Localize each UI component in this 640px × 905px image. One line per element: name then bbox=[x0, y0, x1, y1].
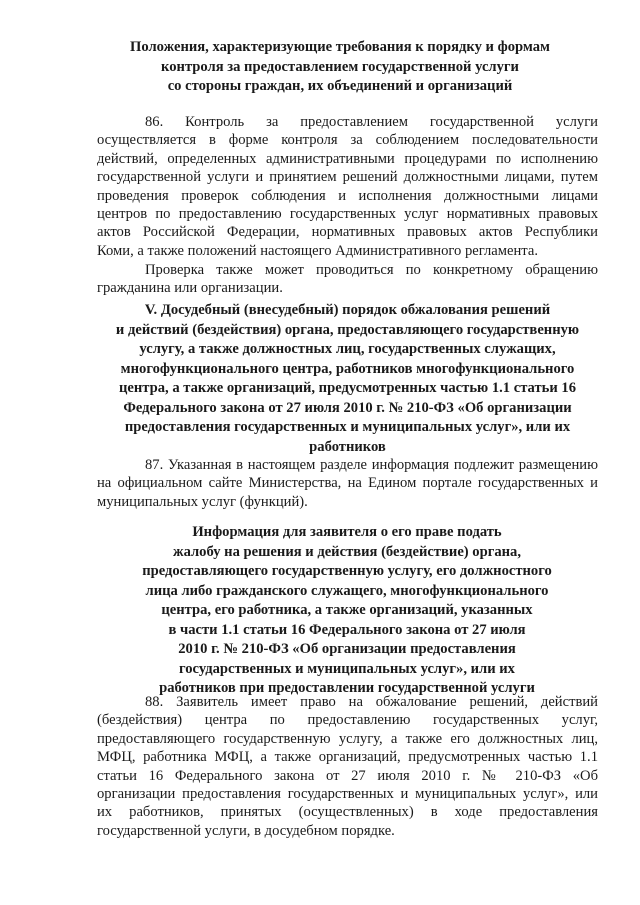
paragraph-line: центров по предоставлению государственных услуг нормативных правовых bbox=[97, 206, 598, 223]
paragraph-86-continuation bbox=[97, 261, 598, 298]
heading-line: центра, его работника, а также организаций, указанных bbox=[161, 602, 533, 618]
section-heading-complaint-info bbox=[110, 523, 584, 699]
paragraph-line: осуществляется в форме контроля за соблюдением последовательности bbox=[97, 132, 598, 149]
heading-line: центра, а также организаций, предусмотренных частью 1.1 статьи 16 bbox=[118, 380, 577, 396]
paragraph-line: Проверка также может проводиться по конкретному обращению bbox=[145, 262, 598, 278]
paragraph-line: гражданина или организации. bbox=[97, 280, 283, 297]
paragraph-line: проведения проверок соблюдения и исполнения должностными лицами bbox=[97, 187, 598, 204]
paragraph-line: 87. Указанная в настоящем разделе информация подлежит размещению bbox=[145, 457, 598, 473]
paragraph-line: статьи 16 Федерального закона от 27 июля 2010 г. № 210-ФЗ «Об bbox=[97, 767, 598, 784]
paragraph-line: их работников, принятых (осуществленных) в ходе предоставления bbox=[97, 804, 598, 821]
heading-line: предоставления государственных и муниципальных услуг», или их bbox=[124, 419, 571, 435]
paragraph-line: государственной услуги и принятием решений должностными лицами, путем bbox=[97, 169, 598, 186]
heading-line: жалобу на решения и действия (бездействие) органа, bbox=[172, 543, 521, 560]
paragraph-87 bbox=[97, 456, 598, 511]
paragraph-line: муниципальных услуг (функций). bbox=[97, 493, 308, 510]
heading-line: услугу, а также должностных лиц, государственных служащих, bbox=[139, 341, 556, 357]
heading-line: и действий (бездействия) органа, предоставляющего государственную bbox=[115, 321, 580, 338]
heading-line: предоставляющего государственную услугу, его должностного bbox=[142, 563, 552, 579]
paragraph-line: актов Российской Федерации, нормативных правовых актов Республики bbox=[97, 224, 598, 241]
heading-line: Федерального закона от 27 июля 2010 г. № 210-ФЗ «Об организации bbox=[123, 399, 572, 416]
paragraph-line: организации предоставления государственных и муниципальных услуг», или bbox=[97, 786, 598, 803]
heading-line: Положения, характеризующие требования к порядку и формам bbox=[130, 39, 550, 55]
paragraph-line: 88. Заявитель имеет право на обжалование решений, действий bbox=[145, 694, 598, 710]
heading-line: лица либо гражданского служащего, многофункционального bbox=[145, 582, 549, 599]
heading-line: 2010 г. № 210-ФЗ «Об организации предоставления bbox=[178, 641, 516, 657]
section-heading-v bbox=[97, 301, 598, 457]
paragraph-line: предоставляющего государственную услугу, а также его должностных лиц, bbox=[97, 730, 598, 747]
paragraph-line: на официальном сайте Министерства, на Едином портале государственных и bbox=[97, 475, 598, 492]
paragraph-86 bbox=[97, 113, 598, 260]
paragraph-line: 86. Контроль за предоставлением государственной услуги bbox=[145, 114, 598, 130]
heading-line: работников при предоставлении государственной услуги bbox=[159, 680, 535, 696]
heading-line: государственных и муниципальных услуг», или их bbox=[179, 660, 515, 677]
heading-line: контроля за предоставлением государственной услуги bbox=[161, 58, 519, 75]
heading-line: со стороны граждан, их объединений и организаций bbox=[167, 78, 513, 94]
section-heading-control bbox=[100, 38, 580, 97]
heading-line: в части 1.1 статьи 16 Федерального закона от 27 июля bbox=[168, 621, 526, 638]
paragraph-line: МФЦ, работника МФЦ, а также организаций, предусмотренных частью 1.1 bbox=[97, 749, 598, 766]
heading-line: работников bbox=[309, 438, 386, 455]
paragraph-88 bbox=[97, 693, 598, 840]
paragraph-line: Коми, а также положений настоящего Административного регламента. bbox=[97, 242, 538, 259]
paragraph-line: действий, определенных административными процедурами по исполнению bbox=[97, 150, 598, 167]
heading-line: Информация для заявителя о его праве подать bbox=[192, 524, 502, 540]
paragraph-line: (бездействия) центра по предоставлению государственных услуг, bbox=[97, 712, 598, 729]
heading-line: многофункционального центра, работников многофункционального bbox=[120, 360, 575, 377]
heading-line: V. Досудебный (внесудебный) порядок обжалования решений bbox=[144, 302, 551, 318]
paragraph-line: государственной услуги, в досудебном порядке. bbox=[97, 822, 395, 839]
